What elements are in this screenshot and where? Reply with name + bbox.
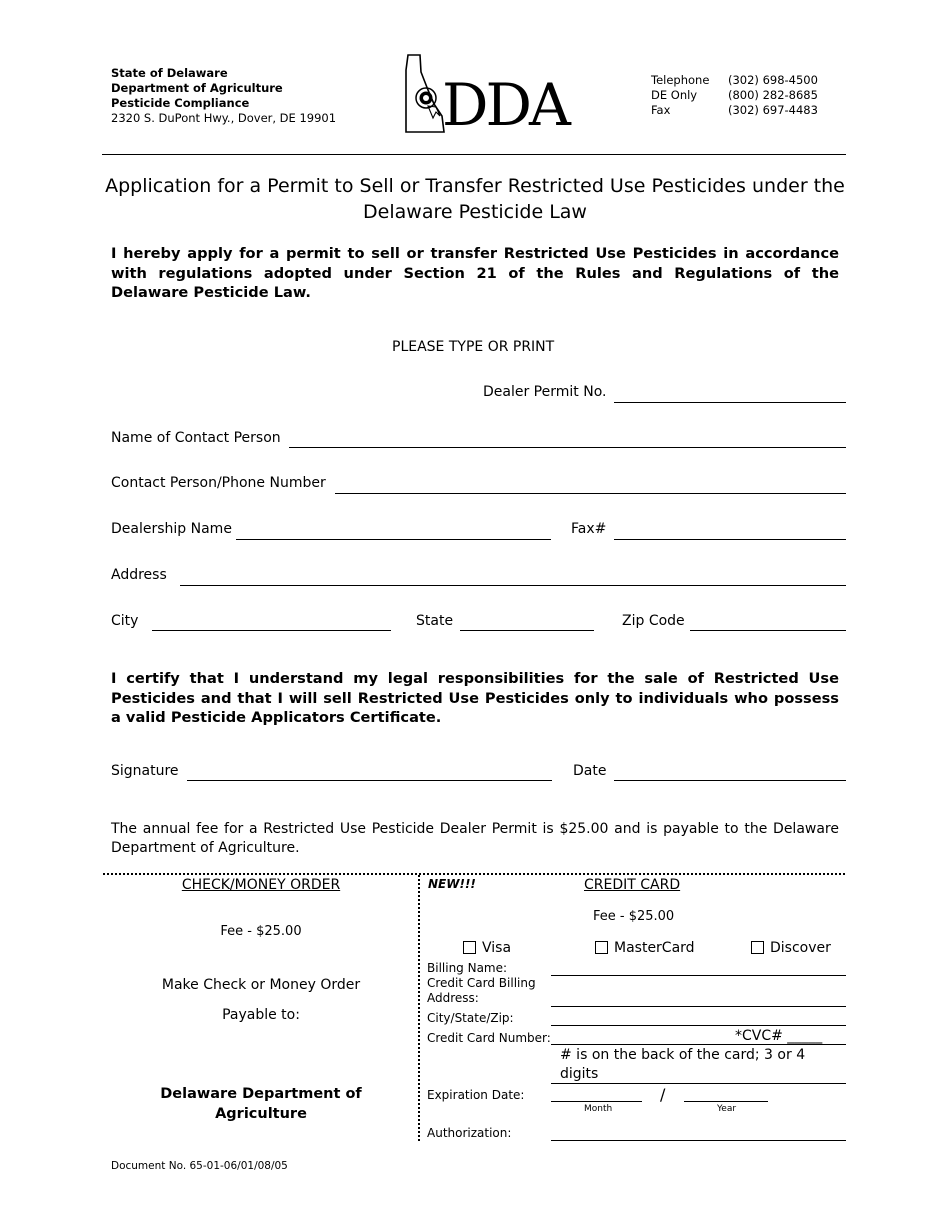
contact-row <box>651 103 818 118</box>
discover-option[interactable] <box>751 940 831 956</box>
mastercard-option[interactable] <box>595 940 695 956</box>
agency-state: State of Delaware <box>111 66 228 80</box>
dealer-permit-label: Dealer Permit No. <box>483 384 607 400</box>
payable-text: Payable to: <box>222 1007 300 1023</box>
card-number-field[interactable] <box>551 1044 846 1045</box>
contact-table <box>651 73 818 118</box>
visa-checkbox[interactable] <box>463 941 476 954</box>
expiration-year-field[interactable] <box>684 1101 768 1102</box>
contact-name-field[interactable] <box>289 447 846 448</box>
fax-label: Fax# <box>571 521 607 537</box>
dealership-name-label: Dealership Name <box>111 521 232 537</box>
address-label: Address <box>111 567 167 583</box>
contact-label: Telephone <box>651 73 710 87</box>
billing-address-field[interactable] <box>551 1006 846 1007</box>
logo-text: DDA <box>442 71 568 139</box>
visa-option[interactable] <box>463 940 511 956</box>
contact-value: (302) 697-4483 <box>728 103 818 117</box>
new-badge: NEW!!! <box>428 877 476 891</box>
visa-label: Visa <box>482 940 512 956</box>
mastercard-label: MasterCard <box>614 940 695 956</box>
payee-name: Delaware Department of Agriculture <box>160 1086 362 1122</box>
authorization-field[interactable] <box>551 1140 846 1141</box>
expiration-label: Expiration Date: <box>427 1088 525 1102</box>
dealership-name-field[interactable] <box>236 539 551 540</box>
signature-label: Signature <box>111 763 179 779</box>
discover-label: Discover <box>770 940 831 956</box>
signature-field[interactable] <box>187 780 552 781</box>
contact-value: (800) 282-8685 <box>728 88 818 102</box>
city-state-zip-field[interactable] <box>551 1025 846 1026</box>
billing-name-field[interactable] <box>551 975 846 976</box>
date-label: Date <box>573 763 607 779</box>
expiration-slash: / <box>660 1085 666 1104</box>
card-fee: Fee - $25.00 <box>593 909 675 924</box>
contact-row <box>651 88 818 103</box>
contact-label: DE Only <box>651 88 698 102</box>
fee-paragraph: The annual fee for a Restricted Use Pesticide Dealer Permit is $25.00 and is payable to the Delaware Department of Agriculture. <box>111 821 839 856</box>
dda-logo <box>400 52 590 142</box>
month-caption: Month <box>584 1104 613 1114</box>
payment-divider-vertical <box>418 875 420 1141</box>
credit-card-heading: CREDIT CARD <box>584 877 681 893</box>
mastercard-checkbox[interactable] <box>595 941 608 954</box>
header-divider <box>102 154 846 155</box>
expiration-month-field[interactable] <box>551 1101 642 1102</box>
instruction-text: PLEASE TYPE OR PRINT <box>392 339 555 355</box>
fax-field[interactable] <box>614 539 846 540</box>
agency-address: 2320 S. DuPont Hwy., Dover, DE 19901 <box>111 111 337 125</box>
contact-value: (302) 698-4500 <box>728 73 818 87</box>
dealer-permit-field[interactable] <box>614 402 846 403</box>
billing-name-label: Billing Name: <box>427 961 508 975</box>
check-heading: CHECK/MONEY ORDER <box>181 877 341 893</box>
card-number-label: Credit Card Number: <box>427 1031 551 1045</box>
agency-department: Department of Agriculture <box>111 81 283 95</box>
state-field[interactable] <box>460 630 594 631</box>
address-field[interactable] <box>180 585 846 586</box>
contact-row <box>651 73 818 88</box>
check-fee: Fee - $25.00 <box>220 924 302 939</box>
cvc-label: *CVC# _____ <box>735 1028 823 1044</box>
city-label: City <box>111 613 139 629</box>
make-check-text: Make Check or Money Order <box>161 977 361 993</box>
document-number: Document No. 65-01-06/01/08/05 <box>111 1160 288 1172</box>
contact-phone-label: Contact Person/Phone Number <box>111 475 326 491</box>
page-title: Application for a Permit to Sell or Transfer Restricted Use Pesticides under the Delaware Pesticide Law <box>105 175 845 223</box>
discover-checkbox[interactable] <box>751 941 764 954</box>
contact-label: Fax <box>651 103 671 117</box>
agency-division: Pesticide Compliance <box>111 96 250 110</box>
billing-address-label: Credit Card Billing Address: <box>427 976 536 1005</box>
city-field[interactable] <box>152 630 391 631</box>
city-state-zip-label: City/State/Zip: <box>427 1011 514 1025</box>
contact-phone-field[interactable] <box>335 493 846 494</box>
contact-name-label: Name of Contact Person <box>111 430 281 446</box>
cvc-note: # is on the back of the card; 3 or 4 digits <box>560 1047 806 1082</box>
certification-paragraph: I certify that I understand my legal responsibilities for the sale of Restricted Use Pesticides and that I will sell Restricted Use Pesticides only to individuals who possess a valid Pesticide Applicators Certificate. <box>111 670 839 726</box>
zip-field[interactable] <box>690 630 846 631</box>
intro-paragraph: I hereby apply for a permit to sell or transfer Restricted Use Pesticides in accordance with regulations adopted under Section 21 of the Rules and Regulations of the Delaware Pesticide Law. <box>111 245 839 301</box>
agency-block <box>111 66 336 126</box>
authorization-label: Authorization: <box>427 1126 512 1140</box>
year-caption: Year <box>717 1104 737 1114</box>
state-label: State <box>416 613 454 629</box>
date-field[interactable] <box>614 780 846 781</box>
payment-divider-horizontal <box>103 873 845 875</box>
zip-label: Zip Code <box>622 613 685 629</box>
cvc-note-underline <box>551 1083 846 1084</box>
